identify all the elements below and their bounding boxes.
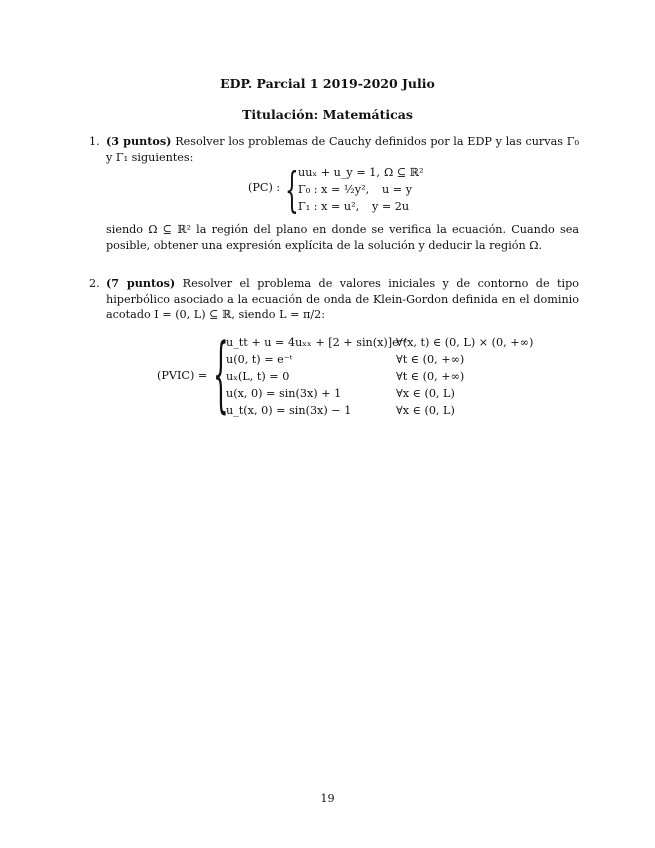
left-brace-icon: { [285, 162, 299, 218]
problem-1-intro: Resolver los problemas de Cauchy definidos por la EDP y las curvas Γ₀ y Γ₁ siguientes: [106, 135, 579, 164]
problem-2-eq-row: u(x, 0) = sin(3x) + 1 ∀x ∈ (0, L) [226, 387, 455, 400]
problem-1-outro: siendo Ω ⊆ ℝ² la región del plano en donde se verifica la ecuación. Cuando sea posible, obtener una expresión explícita de la solución y deducir la región Ω. [106, 223, 579, 252]
problem-2-intro: Resolver el problema de valores iniciales y de contorno de tipo hiperbólico asociado a la ecuación de onda de Klein-Gordon definida en el dominio acotado I = (0, L) ⊆ ℝ, siendo L = π/2: [106, 277, 579, 321]
problem-1-system-label: (PC) : [248, 181, 281, 194]
problem-2-system-label: (PVIC) = [157, 369, 208, 382]
page-number: 19 [320, 792, 335, 805]
problem-2-eq-row: u_tt + u = 4uₓₓ + [2 + sin(x)]e⁻ᵗ ∀(x, t) ∈ (0, L) × (0, +∞) [226, 336, 534, 349]
problem-2-eq-row: u_t(x, 0) = sin(3x) − 1 ∀x ∈ (0, L) [226, 404, 455, 417]
problem-2-points: (7 puntos) [106, 276, 176, 290]
problem-1-points: (3 puntos) [106, 134, 172, 148]
problem-1-number: 1. [89, 135, 100, 148]
exam-subtitle: Titulación: Matemáticas [242, 107, 413, 122]
problem-1-eq-row: uuₓ + u_y = 1, Ω ⊆ ℝ² [298, 166, 424, 179]
problem-2-number: 2. [89, 277, 100, 290]
problem-2 [89, 276, 579, 323]
problem-1-eq-row: Γ₀ : x = ½y², u = y [298, 183, 413, 196]
problem-2-eq-row: uₓ(L, t) = 0 ∀t ∈ (0, +∞) [226, 370, 465, 383]
problem-1 [89, 134, 579, 165]
left-brace-icon: { [213, 327, 229, 422]
problem-1-eq-row: Γ₁ : x = u², y = 2u [298, 200, 410, 213]
exam-title: EDP. Parcial 1 2019-2020 Julio [220, 76, 435, 91]
problem-2-eq-row: u(0, t) = e⁻ᵗ ∀t ∈ (0, +∞) [226, 353, 465, 366]
